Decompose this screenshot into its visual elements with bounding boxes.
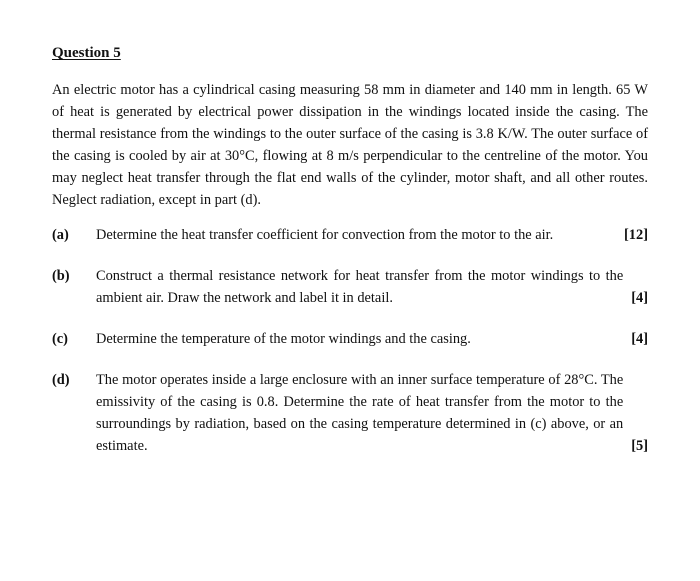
part-d-label: (d) (52, 372, 70, 388)
part-b-marks: [4] (631, 290, 648, 306)
part-b (52, 265, 648, 309)
part-d (52, 369, 648, 457)
part-c-marks: [4] (631, 331, 648, 347)
part-b-label: (b) (52, 268, 70, 284)
part-d-body (96, 369, 648, 457)
part-a (52, 224, 648, 246)
part-a-label: (a) (52, 227, 69, 243)
part-b-body (96, 265, 648, 309)
part-b-text: Construct a thermal resistance network for heat transfer from the motor windings to the ambient air. Draw the network and label it in detail. (96, 268, 624, 306)
part-c-label: (c) (52, 331, 68, 347)
part-a-marks: [12] (624, 227, 648, 243)
question-page (52, 42, 648, 476)
part-a-body (96, 224, 648, 246)
part-c (52, 328, 648, 350)
part-d-marks: [5] (631, 438, 648, 454)
question-title: Question 5 (52, 45, 121, 61)
question-intro: An electric motor has a cylindrical casing measuring 58 mm in diameter and 140 mm in length. 65 W of heat is generated by electrical power dissipation in the windings located inside the casing. The thermal resistance from the windings to the outer surface of the casing is 3.8 K/W. The outer surface of the casing is cooled by air at 30°C, flowing at 8 m/s perpendicular to the centreline of the motor. You may neglect heat transfer through the flat end walls of the cylinder, motor shaft, and all other routes. Neglect radiation, except in part (d). (52, 82, 648, 208)
part-c-body (96, 328, 648, 350)
part-c-text: Determine the temperature of the motor windings and the casing. (96, 331, 471, 347)
part-d-text: The motor operates inside a large enclosure with an inner surface temperature of 28°C. The emissivity of the casing is 0.8. Determine the rate of heat transfer from the motor to the surroundings by radiation, based on the casing temperature determined in (c) above, or an estimate. (96, 372, 624, 454)
part-a-text: Determine the heat transfer coefficient for convection from the motor to the air. (96, 227, 554, 243)
